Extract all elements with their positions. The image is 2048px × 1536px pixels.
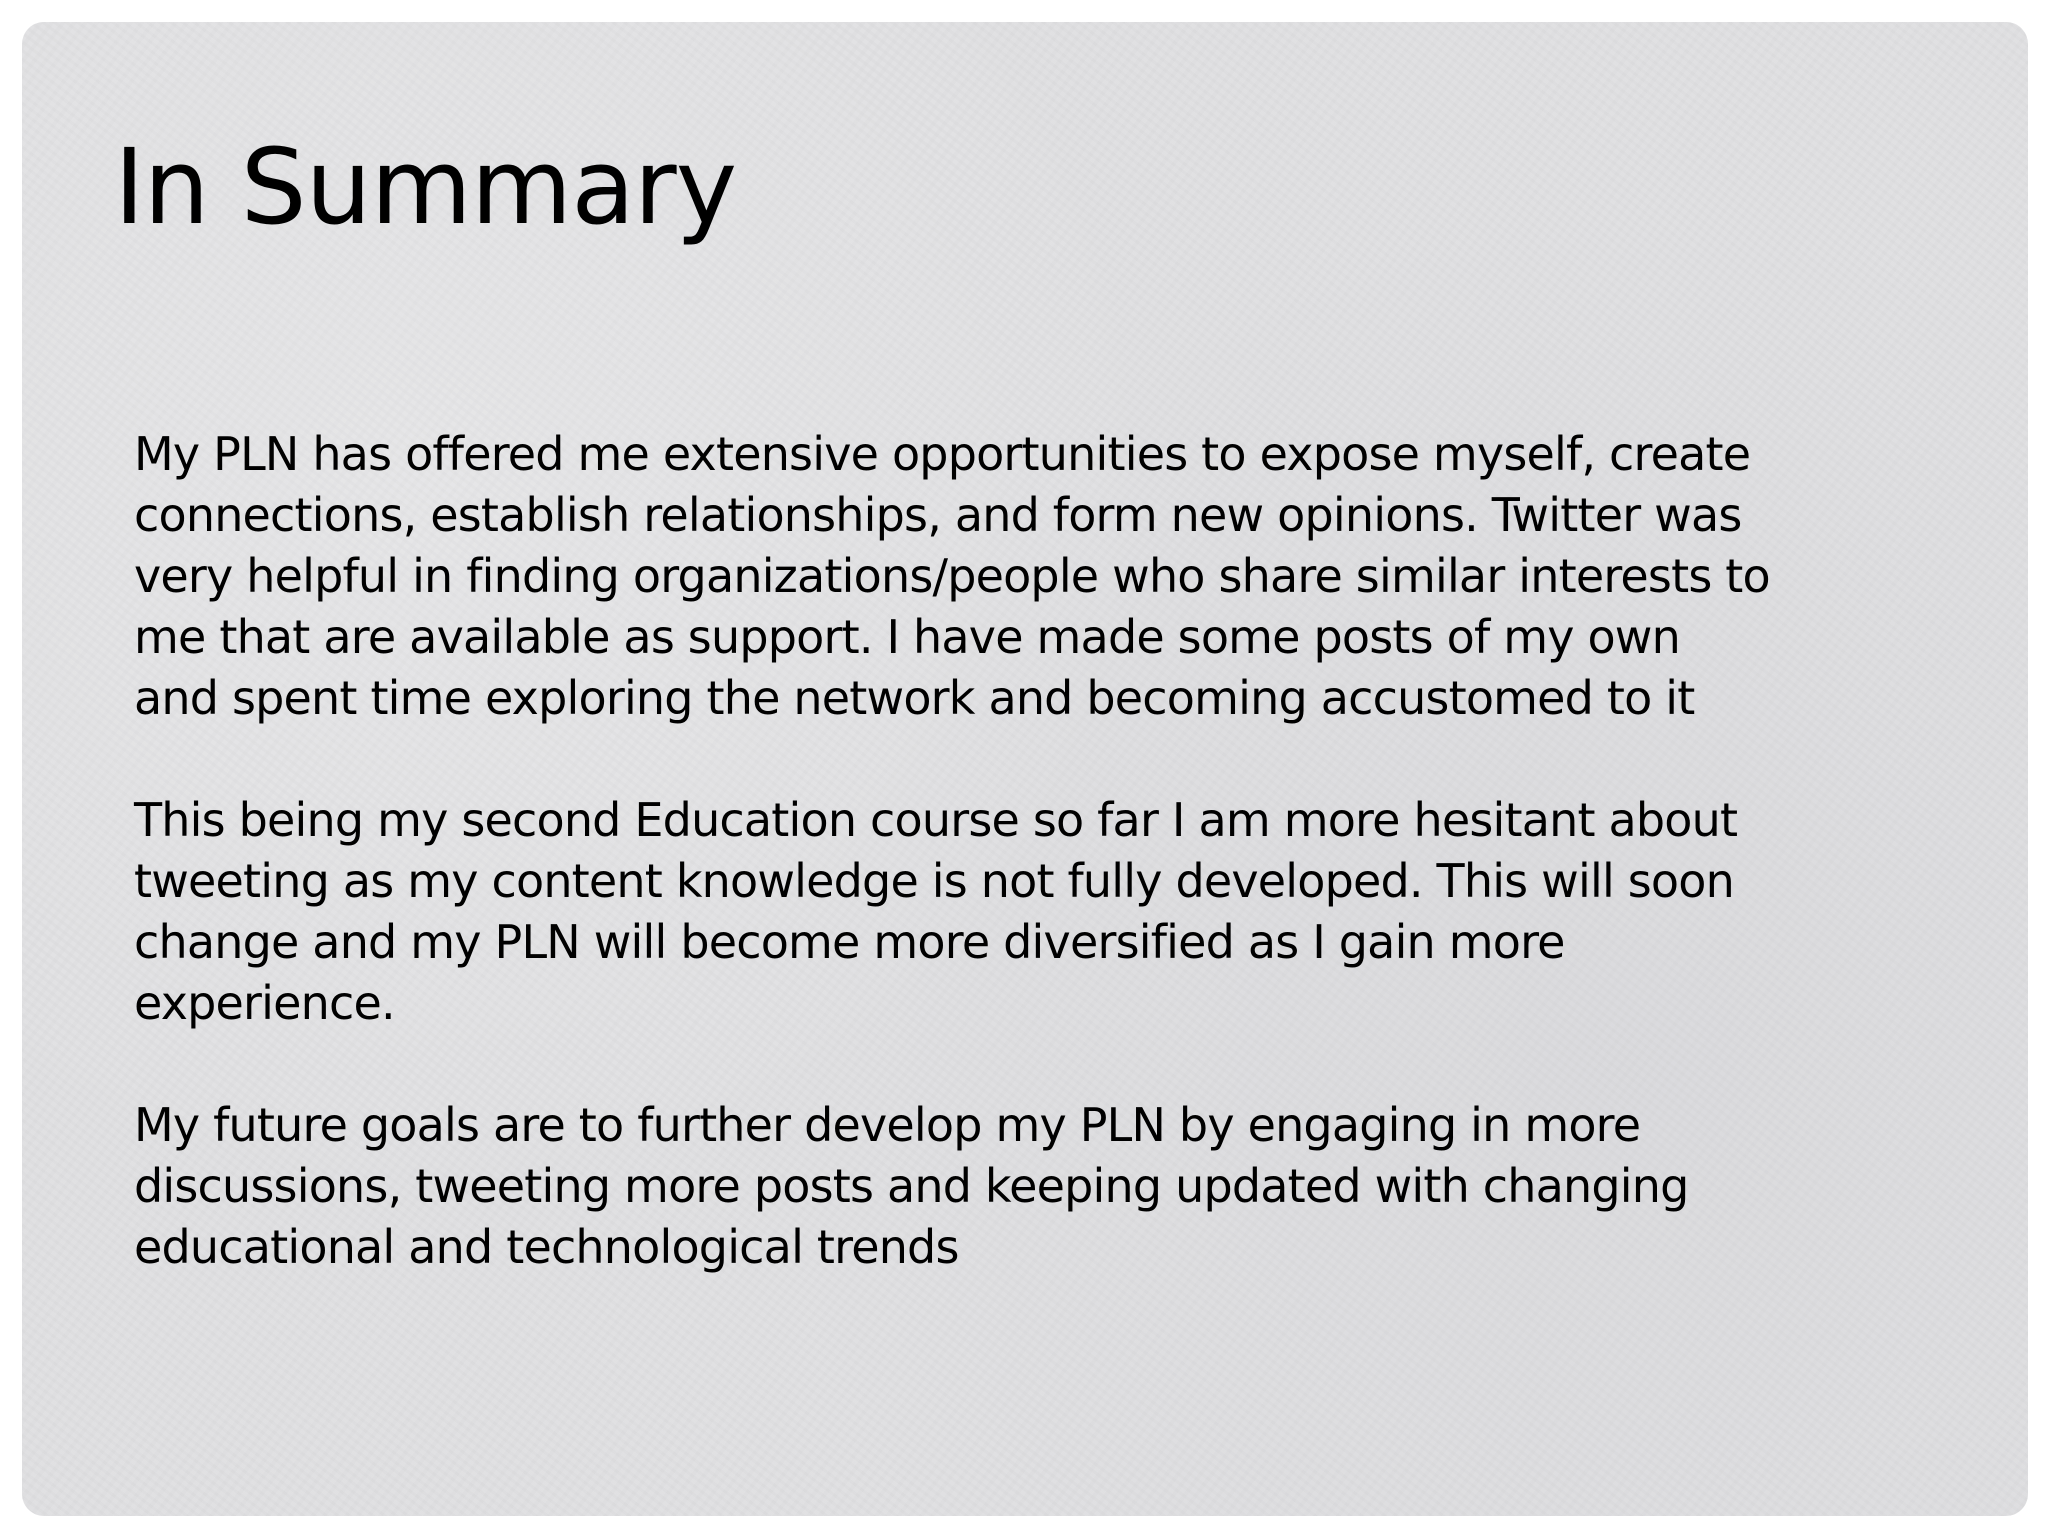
text-line: very helpful in finding organizations/people who share similar interests to — [134, 549, 1770, 603]
slide — [22, 22, 2028, 1516]
text-line: My PLN has offered me extensive opportunities to expose myself, create — [134, 427, 1751, 481]
paragraph-hesitation — [134, 790, 2014, 1034]
text-line: connections, establish relationships, and form new opinions. Twitter was — [134, 488, 1742, 542]
text-line: This being my second Education course so far I am more hesitant about — [134, 793, 1738, 847]
paragraph-pln-overview — [134, 424, 2014, 729]
text-line: discussions, tweeting more posts and keeping updated with changing — [134, 1159, 1689, 1213]
paragraph-future-goals — [134, 1095, 2014, 1278]
text-line: and spent time exploring the network and becoming accustomed to it — [134, 671, 1695, 725]
slide-body — [134, 424, 2014, 1339]
text-line: educational and technological trends — [134, 1220, 959, 1274]
text-line: My future goals are to further develop my PLN by engaging in more — [134, 1098, 1641, 1152]
text-line: change and my PLN will become more diversified as I gain more — [134, 915, 1565, 969]
text-line: tweeting as my content knowledge is not fully developed. This will soon — [134, 854, 1734, 908]
text-line: experience. — [134, 976, 395, 1030]
text-line: me that are available as support. I have made some posts of my own — [134, 610, 1680, 664]
slide-title: In Summary — [114, 126, 737, 248]
